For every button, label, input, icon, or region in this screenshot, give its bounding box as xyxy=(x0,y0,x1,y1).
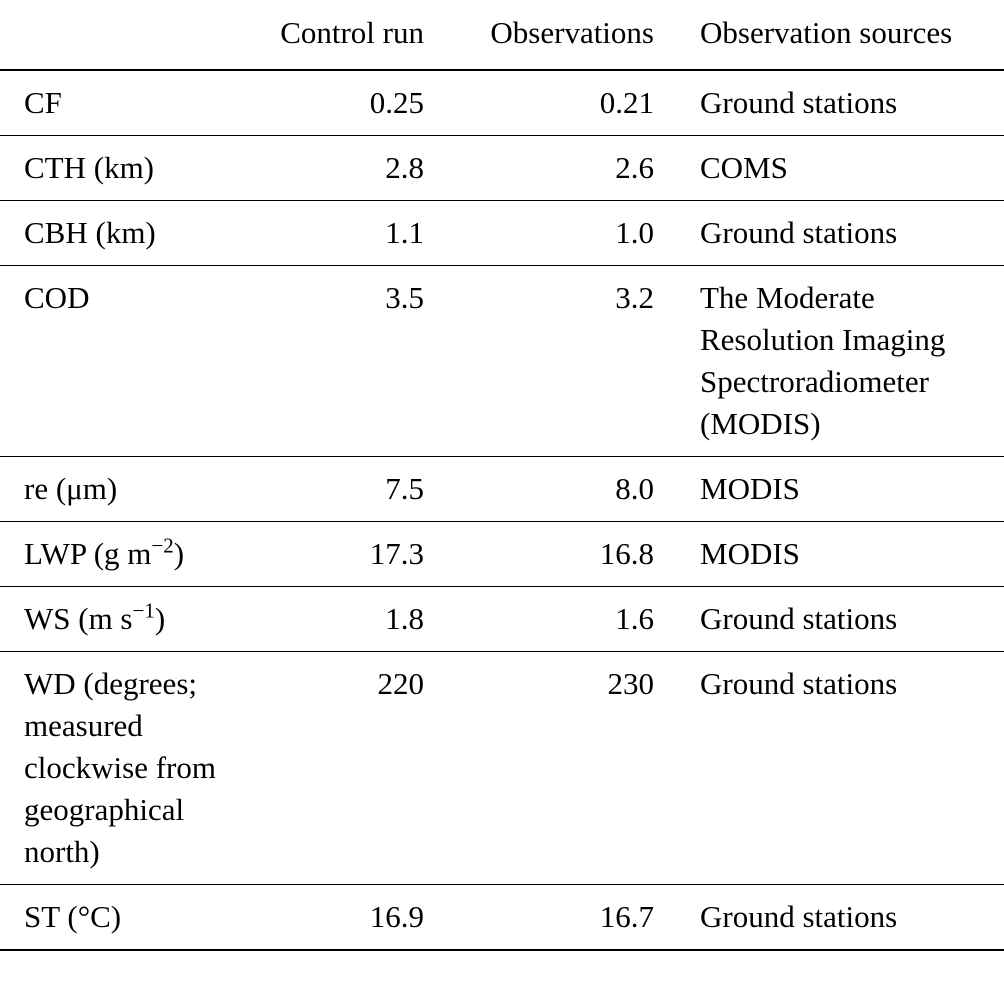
table-row xyxy=(0,885,1004,951)
variable-cell xyxy=(0,587,264,652)
unit-exponent: −2 xyxy=(151,533,174,558)
observations-cell: 2.6 xyxy=(615,150,654,185)
table-row xyxy=(0,652,1004,885)
table-row xyxy=(0,522,1004,587)
observations-cell: 16.7 xyxy=(599,899,654,934)
control-run-cell: 3.5 xyxy=(385,280,424,315)
control-run-cell: 7.5 xyxy=(385,471,424,506)
variable-text: CTH (km) xyxy=(24,150,155,185)
control-run-cell: 1.1 xyxy=(385,215,424,250)
variable-cell xyxy=(0,266,264,457)
observations-cell: 1.6 xyxy=(615,601,654,636)
table-row xyxy=(0,136,1004,201)
control-run-cell: 17.3 xyxy=(369,536,424,571)
source-cell: MODIS xyxy=(700,536,800,571)
variable-text: ST (°C) xyxy=(24,899,122,934)
header-variable xyxy=(0,0,264,70)
observations-cell: 1.0 xyxy=(615,215,654,250)
observations-cell: 0.21 xyxy=(599,85,654,120)
control-run-cell: 220 xyxy=(377,666,424,701)
table-row xyxy=(0,457,1004,522)
table-row xyxy=(0,587,1004,652)
observations-cell: 230 xyxy=(607,666,654,701)
header-observations: Observations xyxy=(490,15,654,50)
control-run-cell: 2.8 xyxy=(385,150,424,185)
unit-close: ) xyxy=(154,601,166,636)
source-cell: MODIS xyxy=(700,471,800,506)
source-cell: COMS xyxy=(700,150,788,185)
variable-text: LWP (g m xyxy=(24,536,152,571)
variable-text: COD xyxy=(24,280,90,315)
unit-exponent: −1 xyxy=(132,598,155,623)
control-run-cell: 16.9 xyxy=(369,899,424,934)
variable-text: WS (m s xyxy=(24,601,133,636)
header-control-run: Control run xyxy=(280,15,424,50)
unit-close: ) xyxy=(173,536,185,571)
variable-cell xyxy=(0,522,264,587)
source-cell: Ground stations xyxy=(700,85,898,120)
variable-text: WD (degrees; measured clockwise from geographical north) xyxy=(24,666,216,869)
variable-cell xyxy=(0,136,264,201)
variable-cell xyxy=(0,885,264,951)
source-cell: Ground stations xyxy=(700,601,898,636)
source-cell: The Moderate Resolution Imaging Spectroradiometer (MODIS) xyxy=(700,280,946,441)
table-row xyxy=(0,266,1004,457)
source-cell: Ground stations xyxy=(700,215,898,250)
observations-cell: 16.8 xyxy=(599,536,654,571)
table-row xyxy=(0,70,1004,136)
table-row xyxy=(0,201,1004,266)
variable-cell xyxy=(0,70,264,136)
observations-cell: 8.0 xyxy=(615,471,654,506)
header-row xyxy=(0,0,1004,70)
variable-text: CF xyxy=(24,85,62,120)
variable-cell xyxy=(0,201,264,266)
variable-cell xyxy=(0,652,264,885)
control-run-cell: 0.25 xyxy=(369,85,424,120)
variable-text: re (μm) xyxy=(24,471,118,506)
source-cell: Ground stations xyxy=(700,899,898,934)
header-observation-sources: Observation sources xyxy=(700,15,953,50)
observations-cell: 3.2 xyxy=(615,280,654,315)
source-cell: Ground stations xyxy=(700,666,898,701)
variable-cell xyxy=(0,457,264,522)
control-run-cell: 1.8 xyxy=(385,601,424,636)
variable-text: CBH (km) xyxy=(24,215,156,250)
